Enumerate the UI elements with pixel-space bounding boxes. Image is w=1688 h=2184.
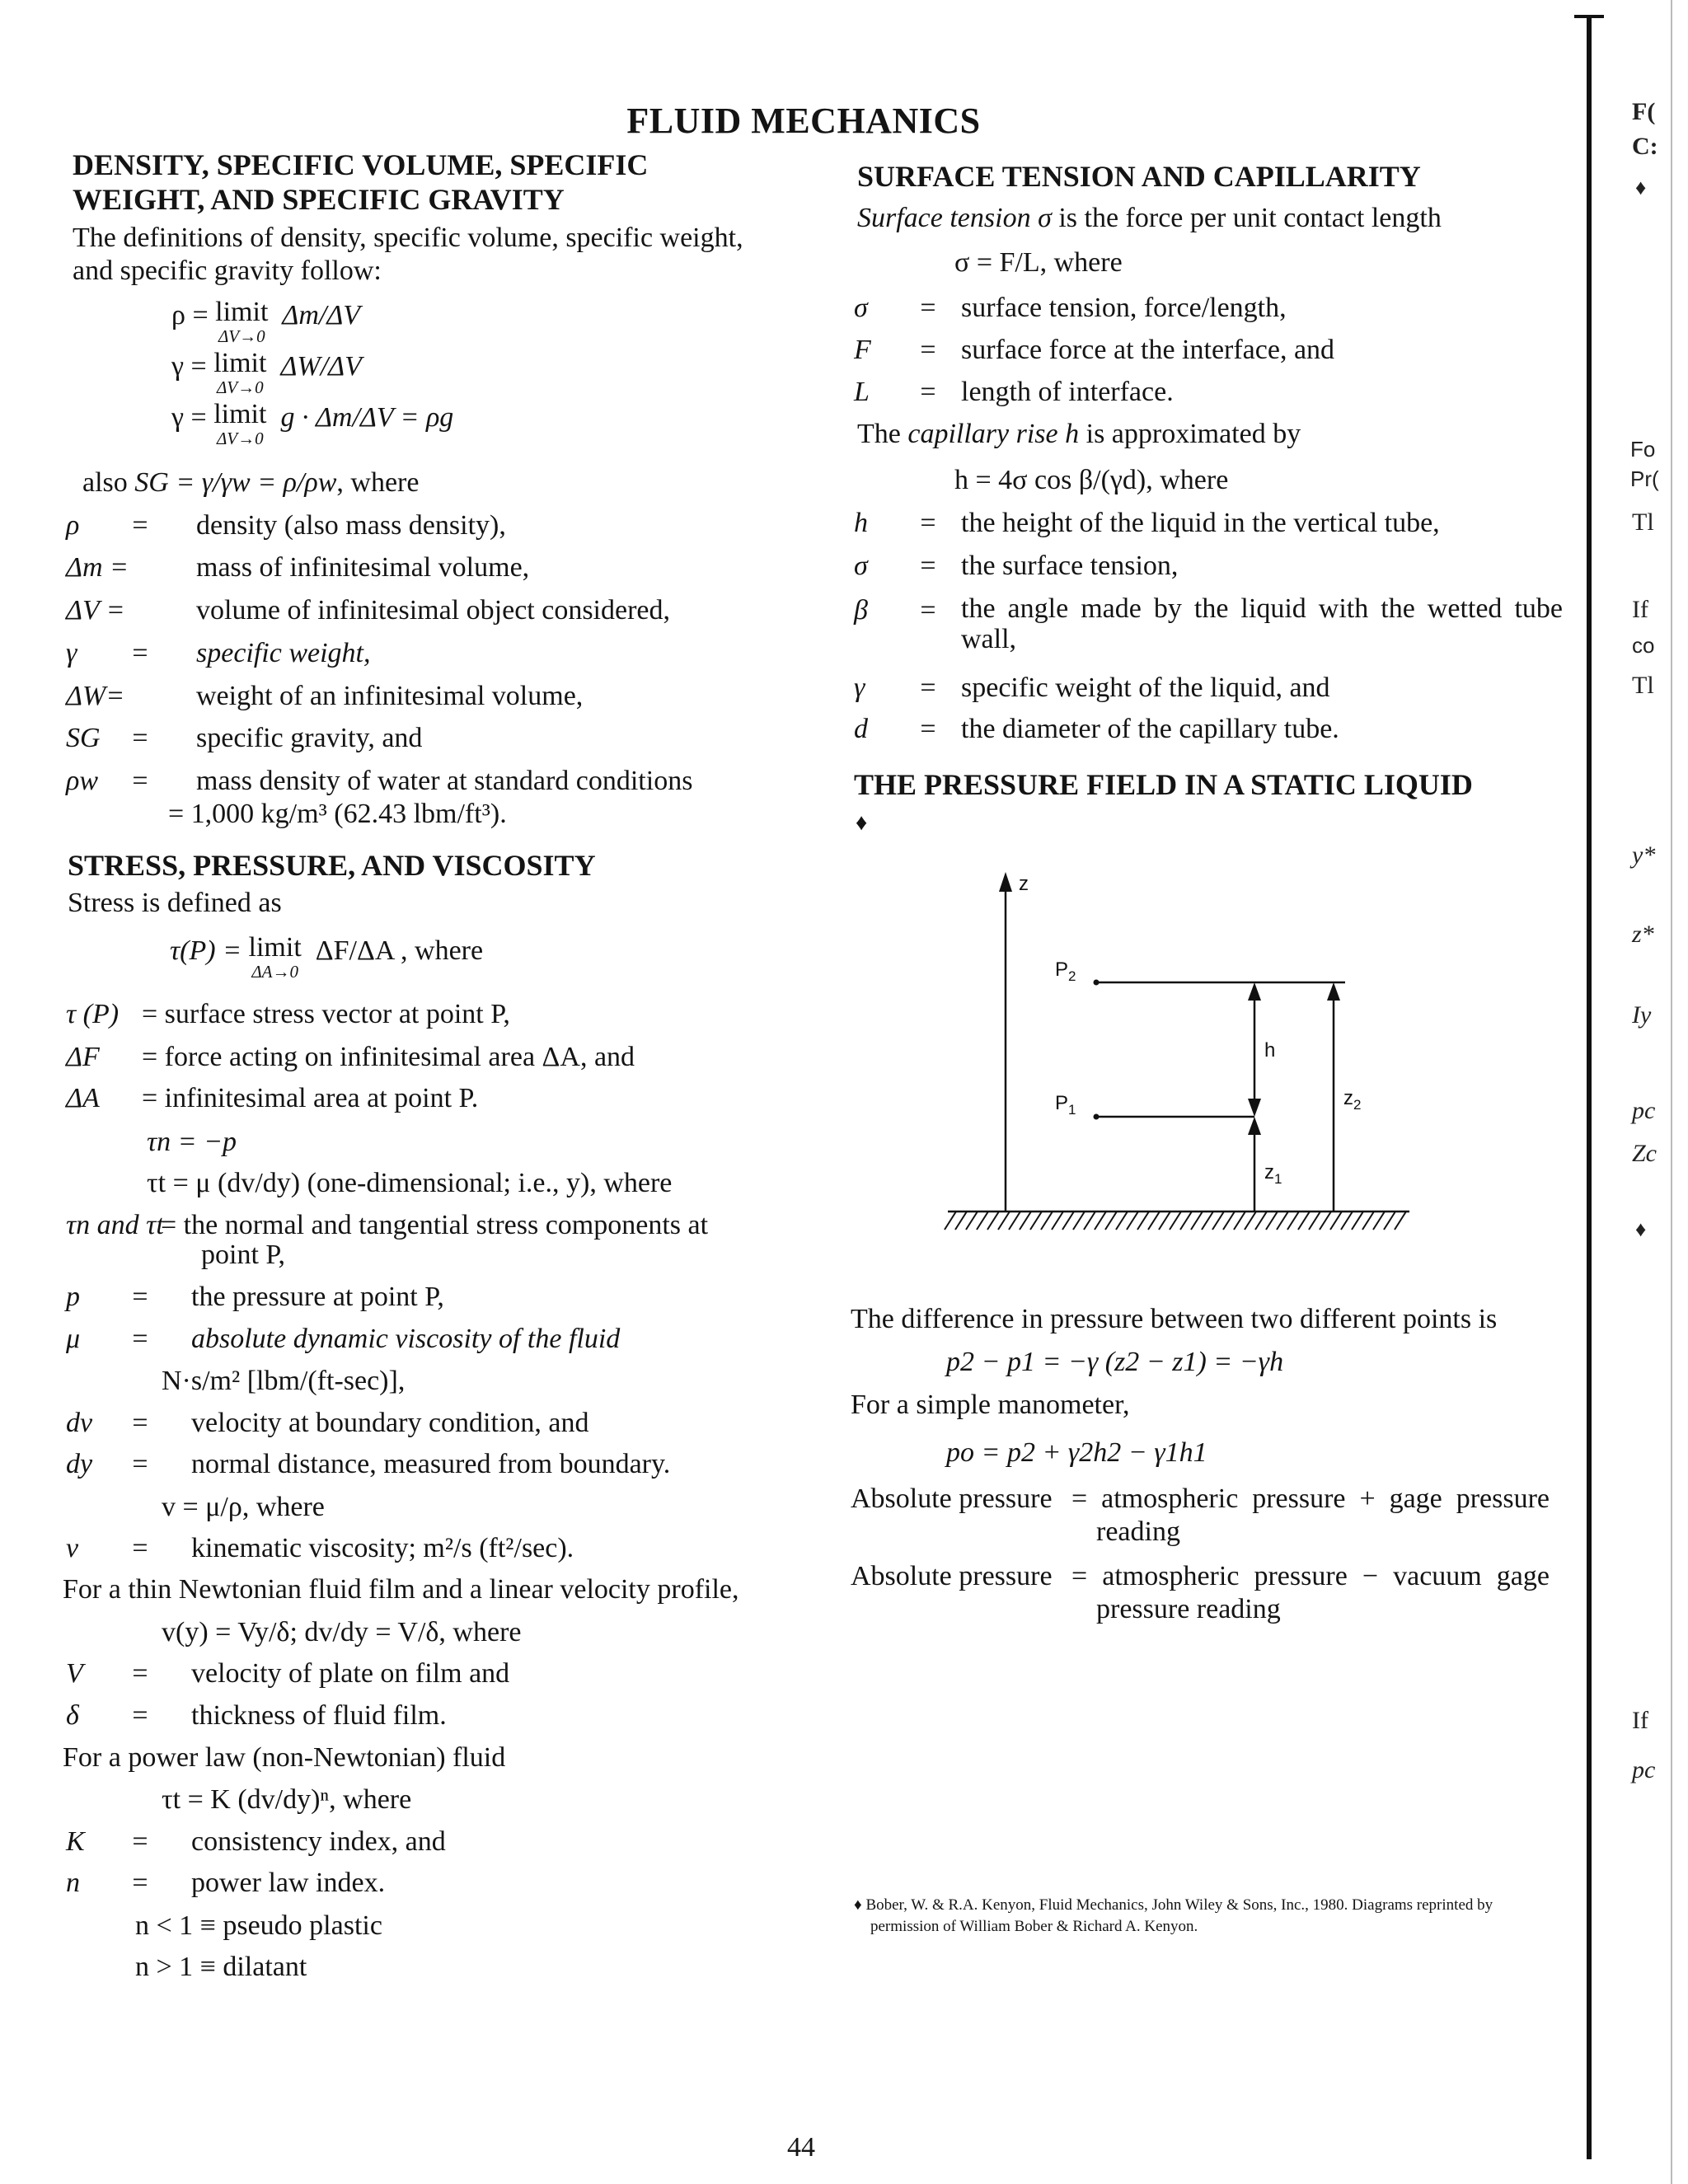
def-symbol: γ: [66, 638, 77, 668]
def-delta-w: [66, 679, 775, 713]
capillary-intro-end: is approximated by: [1079, 419, 1301, 449]
def-text: the diameter of the capillary tube.: [961, 714, 1339, 744]
hatch-line: [987, 1212, 999, 1230]
def-symbol: V: [66, 1658, 83, 1689]
hatch-line: [1223, 1212, 1235, 1230]
page-title: FLUID MECHANICS: [626, 101, 981, 141]
hatch-line: [945, 1212, 956, 1230]
z2-label: [1343, 1087, 1361, 1113]
def-beta: [854, 593, 1563, 655]
def-equals: =: [132, 1282, 148, 1312]
edge-text-ystar: y*: [1632, 841, 1656, 869]
normal-tangential-def-cont: point P,: [201, 1240, 286, 1270]
def-h: [854, 506, 1563, 540]
z1-subscript: 1: [1274, 1171, 1282, 1187]
hatch-line: [1309, 1212, 1320, 1230]
p1-subscript: 1: [1068, 1102, 1076, 1118]
capillary-rise-equation: h = 4σ cos β/(γd), where: [954, 465, 1229, 495]
def-symbol: d: [854, 714, 868, 744]
def-symbol: K: [66, 1826, 85, 1857]
limit-word: limit: [213, 348, 267, 378]
hatch-line: [1148, 1212, 1160, 1230]
def-delta-a: [66, 1081, 775, 1115]
hatch-line: [1255, 1212, 1267, 1230]
def-equals: =: [132, 723, 148, 753]
h-arrowhead-down: [1248, 1099, 1261, 1117]
footnote-line-1: ♦ Bober, W. & R.A. Kenyon, Fluid Mechanics, John Wiley & Sons, Inc., 1980. Diagrams reprinted by: [854, 1896, 1493, 1914]
edge-text-pr: Pr(: [1630, 466, 1659, 491]
absolute-pressure-label-1: Absolute pressure: [851, 1483, 1053, 1514]
def-equals: =: [132, 1324, 148, 1354]
p2-point: [1094, 980, 1100, 986]
def-text: the surface tension,: [961, 551, 1179, 581]
power-law-intro: For a power law (non-Newtonian) fluid: [63, 1742, 506, 1773]
p2-letter: P: [1055, 958, 1069, 981]
hatch-line: [1287, 1212, 1299, 1230]
def-length: [854, 375, 1563, 409]
viscosity-units: N·s/m² [lbm/(ft-sec)],: [162, 1366, 406, 1396]
hatch-line: [1030, 1212, 1042, 1230]
edge-text-pc-2: pc: [1632, 1756, 1656, 1783]
h-arrowhead-up: [1248, 982, 1261, 1001]
edge-text-iy: Iy: [1632, 1001, 1652, 1029]
def-symbol: v: [66, 1533, 79, 1563]
stress-equation: [170, 934, 483, 981]
manometer-intro: For a simple manometer,: [851, 1390, 1130, 1420]
hatch-line: [1020, 1212, 1031, 1230]
def-equals: =: [132, 1826, 148, 1857]
def-equals: =: [920, 293, 936, 323]
capillary-rise-intro: [857, 417, 1301, 451]
capillary-intro-start: The: [857, 419, 908, 449]
manometer-equation: po = p2 + γ2h2 − γ1h1: [946, 1437, 1207, 1468]
def-equals: =: [920, 595, 936, 626]
also-suffix: , where: [336, 467, 420, 498]
hatch-line: [1212, 1212, 1224, 1230]
def-symbol: h: [854, 508, 868, 538]
hatch-line: [1084, 1212, 1095, 1230]
def-rho-w: [66, 764, 775, 798]
normal-tangential-symbols: τn and τt: [66, 1210, 164, 1240]
hatch-line: [1266, 1212, 1278, 1230]
def-gamma: [66, 636, 775, 670]
surface-tension-heading: SURFACE TENSION AND CAPILLARITY: [857, 160, 1421, 193]
def-symbol: ΔV =: [66, 595, 125, 626]
p1-point: [1094, 1114, 1100, 1120]
def-symbol: F: [854, 335, 871, 365]
density-intro-line-2: and specific gravity follow:: [73, 255, 382, 286]
equation-lhs: γ =: [171, 351, 214, 382]
hatch-line: [1170, 1212, 1181, 1230]
equation-lhs: γ =: [171, 402, 214, 433]
def-text: consistency index, and: [191, 1826, 446, 1857]
def-delta-f: [66, 1040, 775, 1074]
capillary-rise-term: capillary rise h: [907, 419, 1080, 449]
def-equals: =: [132, 638, 148, 668]
kinematic-viscosity-equation: v = μ/ρ, where: [162, 1492, 325, 1522]
hatch-line: [1127, 1212, 1138, 1230]
def-text: velocity of plate on film and: [191, 1658, 510, 1689]
def-equals: =: [920, 335, 936, 365]
equation-rhs: ΔF/ΔA , where: [315, 935, 484, 966]
hatch-line: [1137, 1212, 1149, 1230]
def-text: mass of infinitesimal volume,: [196, 552, 530, 583]
def-equals: =: [132, 1868, 148, 1898]
def-text: thickness of fluid film.: [191, 1700, 447, 1731]
def-delta-v: [66, 593, 775, 627]
def-equals: =: [132, 1449, 148, 1479]
def-gamma-2: [854, 671, 1563, 705]
def-text: velocity at boundary condition, and: [191, 1408, 589, 1438]
limit-word: limit: [248, 932, 302, 963]
def-equals: =: [132, 510, 148, 541]
hatch-line: [1384, 1212, 1395, 1230]
hatch-line: [1180, 1212, 1192, 1230]
p2-label: [1055, 958, 1076, 984]
def-symbol: τ (P): [66, 999, 120, 1029]
pressure-field-diagram: [931, 865, 1426, 1244]
def-sg: [66, 721, 775, 755]
edge-text-zc: Zc: [1632, 1140, 1657, 1167]
z1-arrowhead-up: [1248, 1117, 1261, 1135]
def-text: the pressure at point P,: [191, 1282, 444, 1312]
def-text: weight of an infinitesimal volume,: [196, 681, 584, 711]
hatch-line: [1341, 1212, 1353, 1230]
def-text: power law index.: [191, 1868, 386, 1898]
def-text: mass density of water at standard conditions: [196, 766, 693, 796]
limit-subscript: ΔV→0: [218, 326, 265, 346]
density-equation: [171, 298, 360, 345]
p1-letter: P: [1055, 1092, 1069, 1114]
page-number: 44: [787, 2132, 815, 2163]
hatch-line: [1041, 1212, 1053, 1230]
hatch-line: [966, 1212, 978, 1230]
def-nu: [66, 1531, 775, 1565]
stress-heading: STRESS, PRESSURE, AND VISCOSITY: [68, 849, 596, 882]
def-equals: =: [132, 1700, 148, 1731]
hatch-line: [1052, 1212, 1063, 1230]
hatch-line: [1095, 1212, 1106, 1230]
def-text: specific weight of the liquid, and: [961, 673, 1330, 703]
def-d: [854, 712, 1563, 746]
def-k: [66, 1825, 775, 1858]
def-text: the height of the liquid in the vertical tube,: [961, 508, 1440, 538]
limit-operator: [215, 298, 268, 345]
def-rho: [66, 509, 775, 542]
def-v-plate: [66, 1657, 775, 1690]
edge-text-if-2: If: [1632, 1707, 1648, 1734]
def-text: kinematic viscosity; m²/s (ft²/sec).: [191, 1533, 574, 1563]
surface-tension-equation: σ = F/L, where: [954, 247, 1123, 278]
edge-text-fo: Fo: [1630, 437, 1656, 462]
also-prefix: also: [82, 467, 135, 498]
equation-lhs: τ(P) =: [170, 935, 249, 966]
density-intro-line-1: The definitions of density, specific volume, specific weight,: [73, 223, 743, 253]
z-axis-label: z: [1019, 873, 1029, 895]
absolute-pressure-label-2: Absolute pressure: [851, 1561, 1053, 1591]
absolute-pressure-def-2: = atmospheric pressure − vacuum gage: [1071, 1561, 1550, 1591]
edge-text-co: co: [1632, 633, 1655, 658]
normal-tangential-def: = the normal and tangential stress components at: [161, 1210, 709, 1240]
def-symbol: dy: [66, 1449, 93, 1479]
def-symbol: Δm =: [66, 552, 129, 583]
z-axis-arrowhead: [999, 872, 1012, 892]
def-symbol: σ: [854, 551, 868, 581]
p1-label: [1055, 1092, 1076, 1118]
dilatant-criterion: n > 1 ≡ dilatant: [135, 1952, 307, 1982]
def-tau-p: [66, 997, 775, 1031]
def-dv: [66, 1406, 775, 1440]
hatch-line: [1234, 1212, 1245, 1230]
def-symbol: L: [854, 377, 870, 407]
def-equals: =: [132, 1658, 148, 1689]
tangential-stress-equation: τt = μ (dv/dy) (one-dimensional; i.e., y), where: [147, 1168, 673, 1198]
equation-lhs: ρ =: [171, 300, 216, 330]
water-density-value: = 1,000 kg/m³ (62.43 lbm/ft³).: [168, 799, 507, 829]
def-text: specific gravity, and: [196, 723, 423, 753]
def-sigma: [854, 291, 1563, 325]
def-dy: [66, 1447, 775, 1481]
def-mu: [66, 1322, 775, 1356]
hatch-line: [1009, 1212, 1020, 1230]
def-symbol: δ: [66, 1700, 79, 1731]
def-equals: =: [132, 1533, 148, 1563]
absolute-pressure-def-2-cont: pressure reading: [1096, 1594, 1281, 1624]
def-symbol: ρ: [66, 510, 80, 541]
def-symbol: β: [854, 595, 868, 626]
def-symbol: ρw: [66, 766, 98, 796]
def-p: [66, 1280, 775, 1314]
ground-hatching: [945, 1212, 1406, 1230]
density-heading-line-2: WEIGHT, AND SPECIFIC GRAVITY: [73, 183, 565, 216]
def-delta-m: [66, 551, 775, 584]
edge-text-zstar: z*: [1632, 921, 1654, 948]
def-equals: =: [920, 714, 936, 744]
specific-gravity-equation: [82, 466, 419, 499]
z1-label: [1264, 1161, 1282, 1187]
sg-formula: SG = γ/γw = ρ/ρw: [134, 467, 337, 498]
hatch-line: [1073, 1212, 1085, 1230]
hatch-line: [1202, 1212, 1213, 1230]
def-delta: [66, 1699, 775, 1732]
edge-diamond-2: ♦: [1635, 1217, 1647, 1241]
def-text: surface force at the interface, and: [961, 335, 1335, 365]
limit-operator: [213, 349, 266, 396]
hatch-line: [1277, 1212, 1288, 1230]
def-symbol: ΔA: [66, 1083, 100, 1113]
def-text: density (also mass density),: [196, 510, 506, 541]
def-n: [66, 1866, 775, 1900]
hatch-line: [1105, 1212, 1117, 1230]
footnote-line-2: permission of William Bober & Richard A. Kenyon.: [870, 1918, 1198, 1935]
hatch-line: [1245, 1212, 1256, 1230]
edge-text-pc: pc: [1632, 1097, 1656, 1124]
hatch-line: [1362, 1212, 1374, 1230]
edge-text-top-2: C:: [1632, 133, 1658, 160]
surface-tension-intro-text: is the force per unit contact length: [1051, 203, 1442, 233]
pressure-difference-equation: p2 − p1 = −γ (z2 − z1) = −γh: [946, 1347, 1284, 1377]
hatch-line: [1320, 1212, 1331, 1230]
hatch-line: [1298, 1212, 1310, 1230]
hatch-line: [1373, 1212, 1385, 1230]
pseudo-plastic-criterion: n < 1 ≡ pseudo plastic: [135, 1910, 382, 1941]
limit-operator: [213, 401, 266, 448]
def-equals: =: [132, 766, 148, 796]
equation-rhs: g · Δm/ΔV = ρg: [280, 402, 454, 433]
hatch-line: [1352, 1212, 1363, 1230]
hatch-line: [977, 1212, 988, 1230]
h-label: h: [1264, 1039, 1276, 1062]
specific-weight-equation: [171, 349, 362, 396]
def-text: the angle made by the liquid with the wetted tube wall,: [961, 593, 1563, 655]
def-symbol: ΔF: [66, 1042, 100, 1072]
def-sigma-2: [854, 549, 1563, 583]
hatch-line: [1191, 1212, 1203, 1230]
def-text: = surface stress vector at point P,: [142, 999, 510, 1029]
edge-text-th-1: Tl: [1632, 509, 1654, 536]
specific-weight-g-equation: [171, 401, 453, 448]
hatch-line: [1330, 1212, 1342, 1230]
absolute-pressure-def-1-cont: reading: [1096, 1516, 1180, 1547]
edge-text-th-2: Tl: [1632, 672, 1654, 699]
def-text: surface tension, force/length,: [961, 293, 1287, 323]
limit-word: limit: [215, 297, 269, 327]
density-heading-line-1: DENSITY, SPECIFIC VOLUME, SPECIFIC: [73, 148, 649, 181]
def-text: length of interface.: [961, 377, 1174, 407]
z2-letter: z: [1343, 1087, 1353, 1109]
hatch-line: [998, 1212, 1010, 1230]
def-equals: =: [132, 1408, 148, 1438]
def-text: volume of infinitesimal object considered,: [196, 595, 671, 626]
normal-stress-equation: τn = −p: [147, 1127, 237, 1157]
limit-subscript: ΔV→0: [216, 429, 264, 448]
z2-subscript: 2: [1353, 1097, 1362, 1113]
limit-operator: [249, 934, 302, 981]
hatch-line: [1395, 1212, 1406, 1230]
pressure-difference-intro: The difference in pressure between two different points is: [851, 1304, 1498, 1334]
def-text: normal distance, measured from boundary.: [191, 1449, 671, 1479]
hatch-line: [1062, 1212, 1074, 1230]
def-text: specific weight,: [196, 638, 371, 668]
hatch-line: [1159, 1212, 1170, 1230]
def-equals: =: [920, 551, 936, 581]
absolute-pressure-def-1: = atmospheric pressure + gage pressure: [1071, 1483, 1550, 1514]
equation-rhs: ΔW/ΔV: [280, 351, 362, 382]
edge-text-if-1: If: [1632, 596, 1648, 623]
def-symbol: μ: [66, 1324, 81, 1354]
diamond-marker: ♦: [856, 810, 868, 836]
limit-subscript: ΔV→0: [216, 377, 264, 397]
pressure-field-heading: THE PRESSURE FIELD IN A STATIC LIQUID: [854, 768, 1473, 801]
film-velocity-equation: v(y) = Vy/δ; dv/dy = V/δ, where: [162, 1617, 522, 1647]
binding-rule: [1558, 0, 1688, 2184]
def-force: [854, 333, 1563, 367]
def-equals: =: [920, 508, 936, 538]
thin-film-intro: For a thin Newtonian fluid film and a linear velocity profile,: [63, 1574, 739, 1605]
def-symbol: n: [66, 1868, 80, 1898]
def-text: absolute dynamic viscosity of the fluid: [191, 1324, 621, 1354]
def-equals: =: [920, 377, 936, 407]
equation-rhs: Δm/ΔV: [282, 300, 361, 330]
surface-tension-term: Surface tension σ: [857, 203, 1052, 233]
stress-intro: Stress is defined as: [68, 888, 282, 918]
hatch-line: [1116, 1212, 1128, 1230]
z1-letter: z: [1264, 1161, 1274, 1183]
p2-subscript: 2: [1068, 968, 1076, 984]
limit-word: limit: [213, 399, 267, 429]
def-symbol: SG: [66, 723, 101, 753]
def-symbol: σ: [854, 293, 868, 323]
power-law-equation: τt = K (dv/dy)ⁿ, where: [162, 1784, 412, 1815]
def-symbol: p: [66, 1282, 80, 1312]
def-symbol: dv: [66, 1408, 93, 1438]
def-symbol: γ: [854, 673, 865, 703]
z2-arrowhead-up: [1327, 982, 1340, 1001]
def-text: = infinitesimal area at point P.: [142, 1083, 479, 1113]
def-equals: =: [920, 673, 936, 703]
edge-text-top-1: F(: [1632, 98, 1656, 125]
hatch-line: [955, 1212, 967, 1230]
def-symbol: ΔW=: [66, 681, 125, 711]
limit-subscript: ΔA→0: [251, 962, 298, 982]
edge-diamond-1: ♦: [1635, 176, 1647, 199]
surface-tension-intro: [857, 201, 1442, 235]
def-text: = force acting on infinitesimal area ΔA, and: [142, 1042, 635, 1072]
